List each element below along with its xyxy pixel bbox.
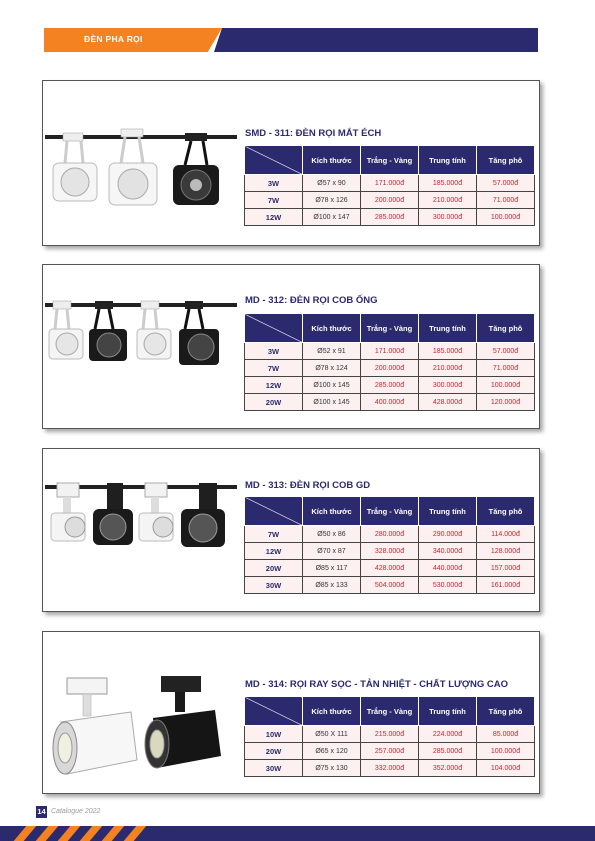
price-white-yellow: 200.000đ — [361, 360, 419, 377]
price-white-yellow: 328.000đ — [361, 543, 419, 560]
price-white-yellow: 428.000đ — [361, 560, 419, 577]
table-header-row — [245, 314, 535, 343]
table-row — [245, 743, 535, 760]
header-size: Kích thước — [303, 697, 361, 726]
orange-stripe — [58, 826, 81, 841]
size: Ø52 x 91 — [303, 343, 361, 360]
price-ballast: 114.000đ — [477, 526, 535, 543]
size: Ø70 x 87 — [303, 543, 361, 560]
price-neutral: 300.000đ — [419, 377, 477, 394]
catalogue-label: Catalogue 2022 — [51, 808, 101, 815]
product-title: MD - 314: RỌI RAY SỌC - TẢN NHIỆT - CHẤT LƯỢNG CAO — [245, 679, 508, 690]
header-white-yellow: Trắng - Vàng — [361, 314, 419, 343]
price-ballast: 57.000đ — [477, 175, 535, 192]
price-ballast: 128.000đ — [477, 543, 535, 560]
size: Ø78 x 124 — [303, 360, 361, 377]
table-row — [245, 377, 535, 394]
header-size: Kích thước — [303, 146, 361, 175]
table-row — [245, 760, 535, 777]
product-photo-314 — [45, 634, 237, 789]
price-neutral: 185.000đ — [419, 175, 477, 192]
table-row — [245, 360, 535, 377]
wattage: 30W — [245, 577, 303, 594]
price-neutral: 428.000đ — [419, 394, 477, 411]
price-neutral: 530.000đ — [419, 577, 477, 594]
header-ballast: Tăng phô — [477, 497, 535, 526]
table-row — [245, 192, 535, 209]
spec-table-312 — [244, 313, 535, 411]
product-card-314 — [42, 631, 540, 794]
size: Ø50 x 86 — [303, 526, 361, 543]
header-ballast: Tăng phô — [477, 146, 535, 175]
section-header — [44, 28, 538, 52]
price-ballast: 100.000đ — [477, 209, 535, 226]
header-size: Kích thước — [303, 497, 361, 526]
table-header-row — [245, 146, 535, 175]
size: Ø85 x 133 — [303, 577, 361, 594]
header-corner — [245, 146, 303, 175]
price-white-yellow: 285.000đ — [361, 377, 419, 394]
table-row — [245, 175, 535, 192]
table-row — [245, 726, 535, 743]
spec-table-314 — [244, 696, 535, 777]
wattage: 7W — [245, 526, 303, 543]
table-row — [245, 394, 535, 411]
table-row — [245, 560, 535, 577]
orange-stripe — [124, 826, 147, 841]
price-white-yellow: 171.000đ — [361, 175, 419, 192]
header-size: Kích thước — [303, 314, 361, 343]
price-neutral: 185.000đ — [419, 343, 477, 360]
wattage: 20W — [245, 743, 303, 760]
size: Ø85 x 117 — [303, 560, 361, 577]
price-ballast: 71.000đ — [477, 192, 535, 209]
page-number: 14 — [37, 807, 46, 816]
header-neutral: Trung tính — [419, 497, 477, 526]
product-photo-313 — [45, 451, 237, 601]
bottom-decor-bar — [0, 826, 595, 841]
size: Ø50 X 111 — [303, 726, 361, 743]
price-ballast: 120.000đ — [477, 394, 535, 411]
header-corner — [245, 697, 303, 726]
table-row — [245, 209, 535, 226]
table-row — [245, 526, 535, 543]
price-neutral: 340.000đ — [419, 543, 477, 560]
price-neutral: 224.000đ — [419, 726, 477, 743]
price-neutral: 285.000đ — [419, 743, 477, 760]
price-ballast: 104.000đ — [477, 760, 535, 777]
price-white-yellow: 280.000đ — [361, 526, 419, 543]
price-neutral: 300.000đ — [419, 209, 477, 226]
wattage: 20W — [245, 394, 303, 411]
product-title: MD - 313: ĐÈN RỌI COB GD — [245, 480, 371, 491]
size: Ø57 x 90 — [303, 175, 361, 192]
orange-stripe — [102, 826, 125, 841]
header-ballast: Tăng phô — [477, 314, 535, 343]
header-neutral: Trung tính — [419, 697, 477, 726]
section-title: ĐÈN PHA RỌI — [84, 34, 143, 44]
table-row — [245, 577, 535, 594]
wattage: 30W — [245, 760, 303, 777]
price-white-yellow: 200.000đ — [361, 192, 419, 209]
price-white-yellow: 400.000đ — [361, 394, 419, 411]
price-ballast: 57.000đ — [477, 343, 535, 360]
wattage: 12W — [245, 209, 303, 226]
price-ballast: 161.000đ — [477, 577, 535, 594]
size: Ø65 x 120 — [303, 743, 361, 760]
price-ballast: 100.000đ — [477, 743, 535, 760]
price-neutral: 290.000đ — [419, 526, 477, 543]
header-navy-bar — [214, 28, 538, 52]
table-row — [245, 543, 535, 560]
size: Ø100 x 145 — [303, 377, 361, 394]
price-white-yellow: 332.000đ — [361, 760, 419, 777]
header-white-yellow: Trắng - Vàng — [361, 697, 419, 726]
wattage: 20W — [245, 560, 303, 577]
product-title: SMD - 311: ĐÈN RỌI MẮT ÉCH — [245, 128, 382, 139]
price-neutral: 210.000đ — [419, 192, 477, 209]
wattage: 12W — [245, 377, 303, 394]
orange-stripe — [80, 826, 103, 841]
product-photo-311 — [45, 83, 237, 243]
size: Ø75 x 130 — [303, 760, 361, 777]
wattage: 7W — [245, 360, 303, 377]
header-neutral: Trung tính — [419, 146, 477, 175]
wattage: 3W — [245, 175, 303, 192]
header-neutral: Trung tính — [419, 314, 477, 343]
product-title: MD - 312: ĐÈN RỌI COB ỐNG — [245, 295, 378, 306]
price-ballast: 100.000đ — [477, 377, 535, 394]
wattage: 3W — [245, 343, 303, 360]
spec-table-313 — [244, 496, 535, 594]
table-header-row — [245, 497, 535, 526]
product-card-313 — [42, 448, 540, 612]
header-corner — [245, 314, 303, 343]
header-white-yellow: Trắng - Vàng — [361, 497, 419, 526]
table-row — [245, 343, 535, 360]
header-corner — [245, 497, 303, 526]
size: Ø78 x 126 — [303, 192, 361, 209]
spec-table-311 — [244, 145, 535, 226]
price-neutral: 440.000đ — [419, 560, 477, 577]
price-white-yellow: 257.000đ — [361, 743, 419, 760]
wattage: 12W — [245, 543, 303, 560]
product-photo-312 — [45, 267, 237, 417]
orange-stripe — [36, 826, 59, 841]
product-card-312 — [42, 264, 540, 429]
price-white-yellow: 504.000đ — [361, 577, 419, 594]
price-neutral: 210.000đ — [419, 360, 477, 377]
size: Ø100 x 147 — [303, 209, 361, 226]
price-ballast: 157.000đ — [477, 560, 535, 577]
header-ballast: Tăng phô — [477, 697, 535, 726]
wattage: 7W — [245, 192, 303, 209]
price-ballast: 85.000đ — [477, 726, 535, 743]
wattage: 10W — [245, 726, 303, 743]
orange-stripe — [14, 826, 37, 841]
header-white-yellow: Trắng - Vàng — [361, 146, 419, 175]
product-card-311 — [42, 80, 540, 246]
price-ballast: 71.000đ — [477, 360, 535, 377]
table-header-row — [245, 697, 535, 726]
price-white-yellow: 171.000đ — [361, 343, 419, 360]
price-white-yellow: 285.000đ — [361, 209, 419, 226]
price-white-yellow: 215.000đ — [361, 726, 419, 743]
price-neutral: 352.000đ — [419, 760, 477, 777]
size: Ø100 x 145 — [303, 394, 361, 411]
